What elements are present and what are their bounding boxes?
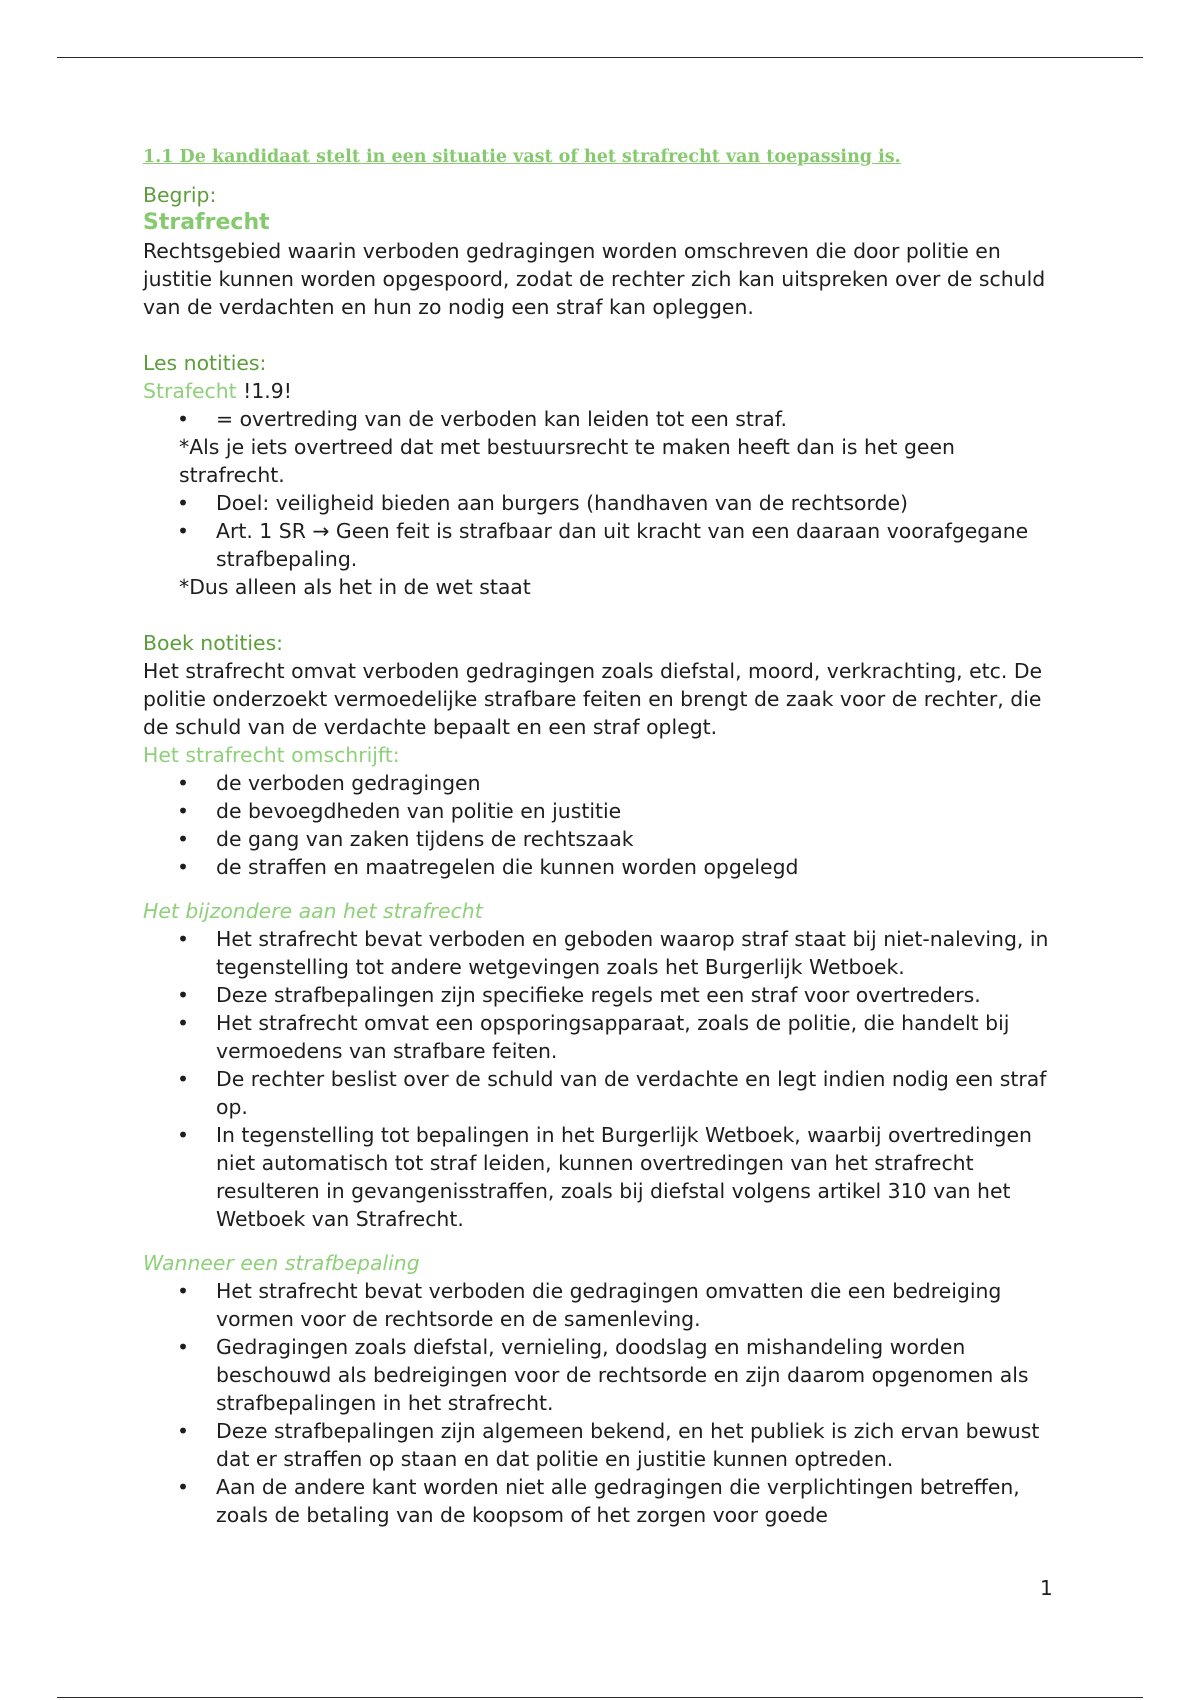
list-item: • Het strafrecht bevat verboden en geboden waarop straf staat bij niet-naleving, in tegenstelling tot andere wetgevingen zoals het Burgerlijk Wetboek. bbox=[143, 925, 1063, 981]
les-list-2 bbox=[143, 489, 1063, 573]
list-item: • Het strafrecht omvat een opsporingsapparaat, zoals de politie, die handelt bij vermoedens van strafbare feiten. bbox=[143, 1009, 1063, 1065]
boek-subheading: Het strafrecht omschrijft: bbox=[143, 743, 400, 767]
header-rule bbox=[57, 57, 1143, 58]
boek-list bbox=[143, 769, 1063, 881]
begrip-term: Strafrecht bbox=[143, 210, 270, 235]
list-item: • Art. 1 SR → Geen feit is strafbaar dan uit kracht van een daaraan voorafgegane strafbepaling. bbox=[143, 517, 1063, 573]
list-item: • Deze strafbepalingen zijn algemeen bekend, en het publiek is zich ervan bewust dat er straffen op staan en dat politie en justitie kunnen optreden. bbox=[143, 1417, 1063, 1473]
footer-rule bbox=[57, 1697, 1143, 1698]
list-item: • de bevoegdheden van politie en justitie bbox=[143, 797, 1063, 825]
boek-text: Het strafrecht omvat verboden gedragingen zoals diefstal, moord, verkrachting, etc. De politie onderzoekt vermoedelijke strafbare feiten en brengt de zaak voor de rechter, die de schuld van de verdachte bepaalt en een straf oplegt. bbox=[143, 659, 1043, 739]
bijzondere-list bbox=[143, 925, 1063, 1233]
begrip-label: Begrip: bbox=[143, 183, 217, 207]
list-item: • Deze strafbepalingen zijn specifieke regels met een straf voor overtreders. bbox=[143, 981, 1063, 1009]
list-item: • Het strafrecht bevat verboden die gedragingen omvatten die een bedreiging vormen voor de rechtsorde en de samenleving. bbox=[143, 1277, 1063, 1333]
list-item: • Gedragingen zoals diefstal, vernieling, doodslag en mishandeling worden beschouwd als bedreigingen voor de rechtsorde en zijn daarom opgenomen als strafbepalingen in het strafrecht. bbox=[143, 1333, 1063, 1417]
list-item: • = overtreding van de verboden kan leiden tot een straf. bbox=[143, 405, 1063, 433]
page-content bbox=[143, 143, 1063, 1529]
les-note-2: *Dus alleen als het in de wet staat bbox=[179, 575, 531, 599]
boek-label: Boek notities: bbox=[143, 631, 284, 655]
list-item: • De rechter beslist over de schuld van de verdachte en legt indien nodig een straf op. bbox=[143, 1065, 1063, 1121]
list-item: • In tegenstelling tot bepalingen in het Burgerlijk Wetboek, waarbij overtredingen niet automatisch tot straf leiden, kunnen overtredingen van het strafrecht resulteren in gevangenisstraffen, zoals bij diefstal volgens artikel 310 van het Wetboek van Strafrecht. bbox=[143, 1121, 1063, 1233]
les-note-1: *Als je iets overtreed dat met bestuursrecht te maken heeft dan is het geen strafrecht. bbox=[179, 435, 955, 487]
list-item: • de gang van zaken tijdens de rechtszaak bbox=[143, 825, 1063, 853]
les-term: Strafecht bbox=[143, 379, 237, 403]
page-number: 1 bbox=[1040, 1576, 1053, 1600]
wanneer-list bbox=[143, 1277, 1063, 1529]
les-term-suffix: !1.9! bbox=[243, 379, 292, 403]
wanneer-title: Wanneer een strafbepaling bbox=[143, 1251, 420, 1275]
section-heading: 1.1 De kandidaat stelt in een situatie vast of het strafrecht van toepassing is. bbox=[143, 147, 901, 167]
begrip-definition: Rechtsgebied waarin verboden gedragingen worden omschreven die door politie en justitie kunnen worden opgespoord, zodat de rechter zich kan uitspreken over de schuld van de verdachten en hun zo nodig een straf kan opleggen. bbox=[143, 239, 1046, 319]
list-item: • Doel: veiligheid bieden aan burgers (handhaven van de rechtsorde) bbox=[143, 489, 1063, 517]
list-item: • Aan de andere kant worden niet alle gedragingen die verplichtingen betreffen, zoals de betaling van de koopsom of het zorgen voor goede bbox=[143, 1473, 1063, 1529]
bijzondere-title: Het bijzondere aan het strafrecht bbox=[143, 899, 483, 923]
les-term-line bbox=[143, 377, 1063, 405]
les-list-1 bbox=[143, 405, 1063, 433]
list-item: • de straffen en maatregelen die kunnen worden opgelegd bbox=[143, 853, 1063, 881]
list-item: • de verboden gedragingen bbox=[143, 769, 1063, 797]
les-label: Les notities: bbox=[143, 351, 267, 375]
